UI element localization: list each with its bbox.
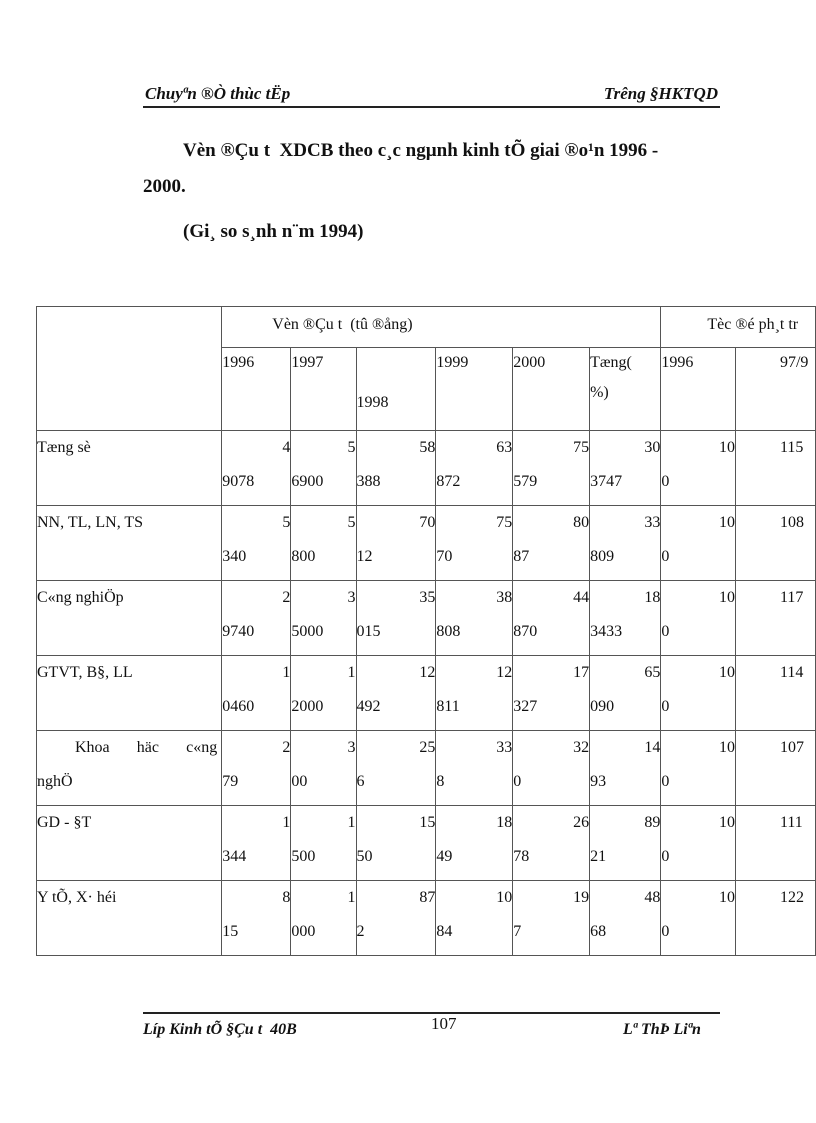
value-cell-top: 25 [419, 739, 436, 756]
value-cell [436, 881, 513, 956]
table-row [37, 656, 816, 731]
value-cell [661, 806, 736, 881]
value-cell-bottom: 3433 [590, 623, 623, 640]
value-cell-bottom: 0 [661, 848, 670, 865]
value-cell-bottom: 8 [436, 773, 445, 790]
value-cell-top: 17 [573, 664, 590, 681]
value-cell [222, 881, 291, 956]
value-cell [513, 731, 590, 806]
value-cell-bottom: 808 [436, 623, 461, 640]
value-cell-bottom: 872 [436, 473, 461, 490]
value-cell-top: 14 [644, 739, 661, 756]
value-cell [590, 506, 661, 581]
value-cell-top: 10 [718, 664, 735, 681]
group-header-investment: Vèn ®Çu t (tû ®ång) [222, 307, 661, 348]
row-label: Tæng sè [37, 431, 222, 506]
value-cell-bottom: 12 [356, 548, 373, 565]
value-cell-top: 10 [718, 439, 735, 456]
table-row [37, 506, 816, 581]
value-cell [356, 731, 436, 806]
value-cell [222, 581, 291, 656]
value-cell-bottom: 49 [436, 848, 453, 865]
value-cell [513, 506, 590, 581]
value-cell-bottom: 388 [356, 473, 381, 490]
row-label: NN, TL, LN, TS [37, 506, 222, 581]
value-cell [291, 881, 356, 956]
value-cell-bottom: 0 [661, 923, 670, 940]
value-cell-bottom: 21 [590, 848, 607, 865]
growth-cell [735, 881, 815, 956]
value-cell [661, 881, 736, 956]
value-cell-top: 5 [347, 514, 356, 531]
value-cell [291, 731, 356, 806]
value-cell [291, 806, 356, 881]
value-cell-bottom: 0 [661, 773, 670, 790]
year-header: 1999 [436, 348, 513, 431]
growth-cell [735, 731, 815, 806]
value-cell-top: 1 [347, 814, 356, 831]
value-cell [661, 731, 736, 806]
value-cell [590, 656, 661, 731]
growth-cell [735, 806, 815, 881]
value-cell-top: 10 [718, 814, 735, 831]
year-header: 1996 [222, 348, 291, 431]
row-label: Y tÕ, X· héi [37, 881, 222, 956]
header-rule [143, 106, 720, 108]
value-cell-top: 1 [282, 814, 291, 831]
value-cell-top: 10 [718, 739, 735, 756]
growth-value: 114 [779, 664, 804, 681]
value-cell [222, 506, 291, 581]
value-cell-top: 1 [347, 889, 356, 906]
growth-value: 117 [779, 589, 804, 606]
value-cell-top: 75 [496, 514, 513, 531]
value-cell-bottom: 579 [513, 473, 538, 490]
value-cell [291, 506, 356, 581]
value-cell-top: 19 [573, 889, 590, 906]
value-cell-bottom: 0 [513, 773, 522, 790]
value-cell-top: 5 [347, 439, 356, 456]
value-cell-top: 70 [419, 514, 436, 531]
investment-table [36, 306, 816, 956]
growth-year-header: 97/9 [735, 348, 815, 431]
value-cell-top: 89 [644, 814, 661, 831]
row-label: GD - §T [37, 806, 222, 881]
value-cell-top: 87 [419, 889, 436, 906]
value-cell [590, 806, 661, 881]
value-cell-top: 5 [282, 514, 291, 531]
value-cell [590, 881, 661, 956]
value-cell-top: 44 [573, 589, 590, 606]
value-cell [291, 581, 356, 656]
value-cell [590, 731, 661, 806]
value-cell-bottom: 9740 [222, 623, 255, 640]
value-cell [513, 431, 590, 506]
value-cell [661, 656, 736, 731]
value-cell [291, 431, 356, 506]
value-cell [222, 431, 291, 506]
value-cell [661, 581, 736, 656]
body-paragraph-line2: 2000. [143, 176, 186, 197]
value-cell-bottom: 79 [222, 773, 239, 790]
value-cell [356, 506, 436, 581]
value-cell-top: 75 [573, 439, 590, 456]
table-row [37, 431, 816, 506]
row-label: C«ng nghiÖp [37, 581, 222, 656]
value-cell [661, 431, 736, 506]
group-header-growth: Tèc ®é ph¸t tr [661, 307, 816, 348]
body-paragraph-line1: Vèn ®Çu t XDCB theo c¸c ngµnh kinh tÕ giai ®o¹n 1996 - [183, 140, 659, 161]
value-cell-bottom: 870 [513, 623, 538, 640]
value-cell-bottom: 3747 [590, 473, 623, 490]
value-cell-top: 2 [282, 589, 291, 606]
value-cell [661, 506, 736, 581]
row-label-line2: nghÖ [37, 773, 73, 790]
value-cell [513, 656, 590, 731]
footer-left: Líp Kinh tÕ §Çu t 40B [143, 1021, 297, 1038]
value-cell-bottom: 00 [291, 773, 308, 790]
row-label: GTVT, B§, LL [37, 656, 222, 731]
value-cell-top: 2 [282, 739, 291, 756]
table-row [37, 881, 816, 956]
growth-cell [735, 506, 815, 581]
footer-right: Lª ThÞ Liªn [623, 1021, 701, 1038]
table-row [37, 806, 816, 881]
corner-cell [37, 307, 222, 431]
value-cell-top: 33 [644, 514, 661, 531]
growth-year-header: 1996 [661, 348, 736, 431]
value-cell-top: 1 [347, 664, 356, 681]
value-cell [590, 431, 661, 506]
value-cell-bottom: 0 [661, 548, 670, 565]
value-cell [356, 581, 436, 656]
growth-cell [735, 656, 815, 731]
row-label-line1: Khoa häc c«ng [75, 739, 218, 756]
value-cell-top: 18 [644, 589, 661, 606]
value-cell-top: 10 [718, 889, 735, 906]
value-cell-bottom: 340 [222, 548, 247, 565]
value-cell-bottom: 015 [356, 623, 381, 640]
value-cell [513, 881, 590, 956]
value-cell-top: 12 [419, 664, 436, 681]
value-cell-bottom: 87 [513, 548, 530, 565]
value-cell [436, 506, 513, 581]
value-cell-bottom: 492 [356, 698, 381, 715]
page-number: 107 [431, 1014, 457, 1033]
value-cell-top: 10 [718, 514, 735, 531]
value-cell-bottom: 84 [436, 923, 453, 940]
table-row [37, 731, 816, 806]
growth-value: 107 [779, 739, 804, 756]
value-cell-top: 65 [644, 664, 661, 681]
value-cell-bottom: 090 [590, 698, 615, 715]
value-cell [222, 806, 291, 881]
value-cell-top: 58 [419, 439, 436, 456]
total-header [590, 348, 661, 431]
value-cell-top: 26 [573, 814, 590, 831]
price-basis-note: (Gi¸ so s¸nh n¨m 1994) [183, 221, 364, 242]
table-row [37, 581, 816, 656]
value-cell-bottom: 344 [222, 848, 247, 865]
value-cell [356, 806, 436, 881]
value-cell-bottom: 78 [513, 848, 530, 865]
value-cell-top: 10 [718, 589, 735, 606]
value-cell [436, 431, 513, 506]
value-cell-top: 4 [282, 439, 291, 456]
value-cell-bottom: 68 [590, 923, 607, 940]
value-cell-bottom: 0 [661, 698, 670, 715]
row-label [37, 731, 222, 806]
value-cell-top: 35 [419, 589, 436, 606]
header-left: Chuyªn ®Ò thùc tËp [145, 84, 291, 103]
year-header: 1997 [291, 348, 356, 431]
value-cell-top: 1 [282, 664, 291, 681]
value-cell [356, 881, 436, 956]
value-cell-bottom: 6 [356, 773, 365, 790]
value-cell-bottom: 0 [661, 623, 670, 640]
value-cell-top: 8 [282, 889, 291, 906]
growth-value: 111 [779, 814, 803, 831]
value-cell-bottom: 15 [222, 923, 239, 940]
total-header-top: Tæng( [590, 354, 632, 371]
value-cell-bottom: 0460 [222, 698, 255, 715]
value-cell [436, 731, 513, 806]
value-cell-top: 3 [347, 739, 356, 756]
value-cell [436, 581, 513, 656]
value-cell [356, 656, 436, 731]
value-cell [436, 806, 513, 881]
value-cell-top: 10 [496, 889, 513, 906]
growth-value: 122 [779, 889, 804, 906]
total-header-bottom: %) [590, 384, 609, 401]
value-cell-bottom: 5000 [291, 623, 324, 640]
value-cell-bottom: 500 [291, 848, 316, 865]
value-cell-top: 80 [573, 514, 590, 531]
value-cell-bottom: 7 [513, 923, 522, 940]
growth-cell [735, 431, 815, 506]
value-cell-bottom: 9078 [222, 473, 255, 490]
value-cell [590, 581, 661, 656]
value-cell-top: 30 [644, 439, 661, 456]
value-cell-top: 12 [496, 664, 513, 681]
value-cell-top: 63 [496, 439, 513, 456]
header-right: Trêng §HKTQD [603, 84, 718, 103]
value-cell-bottom: 70 [436, 548, 453, 565]
value-cell-bottom: 000 [291, 923, 316, 940]
value-cell-bottom: 809 [590, 548, 615, 565]
value-cell [436, 656, 513, 731]
growth-value: 115 [779, 439, 804, 456]
value-cell [222, 731, 291, 806]
growth-value: 108 [779, 514, 804, 531]
value-cell-top: 38 [496, 589, 513, 606]
value-cell-bottom: 6900 [291, 473, 324, 490]
value-cell-top: 3 [347, 589, 356, 606]
year-header: 2000 [513, 348, 590, 431]
value-cell [513, 806, 590, 881]
value-cell-top: 18 [496, 814, 513, 831]
value-cell-bottom: 0 [661, 473, 670, 490]
value-cell-bottom: 811 [436, 698, 460, 715]
value-cell [291, 656, 356, 731]
growth-cell [735, 581, 815, 656]
value-cell-bottom: 800 [291, 548, 316, 565]
value-cell [222, 656, 291, 731]
value-cell-bottom: 2 [356, 923, 365, 940]
value-cell-top: 48 [644, 889, 661, 906]
value-cell-bottom: 327 [513, 698, 538, 715]
value-cell [356, 431, 436, 506]
year-header: 1998 [356, 348, 436, 431]
value-cell-top: 15 [419, 814, 436, 831]
value-cell-top: 33 [496, 739, 513, 756]
value-cell-bottom: 2000 [291, 698, 324, 715]
value-cell-bottom: 50 [356, 848, 373, 865]
value-cell [513, 581, 590, 656]
value-cell-bottom: 93 [590, 773, 607, 790]
value-cell-top: 32 [573, 739, 590, 756]
